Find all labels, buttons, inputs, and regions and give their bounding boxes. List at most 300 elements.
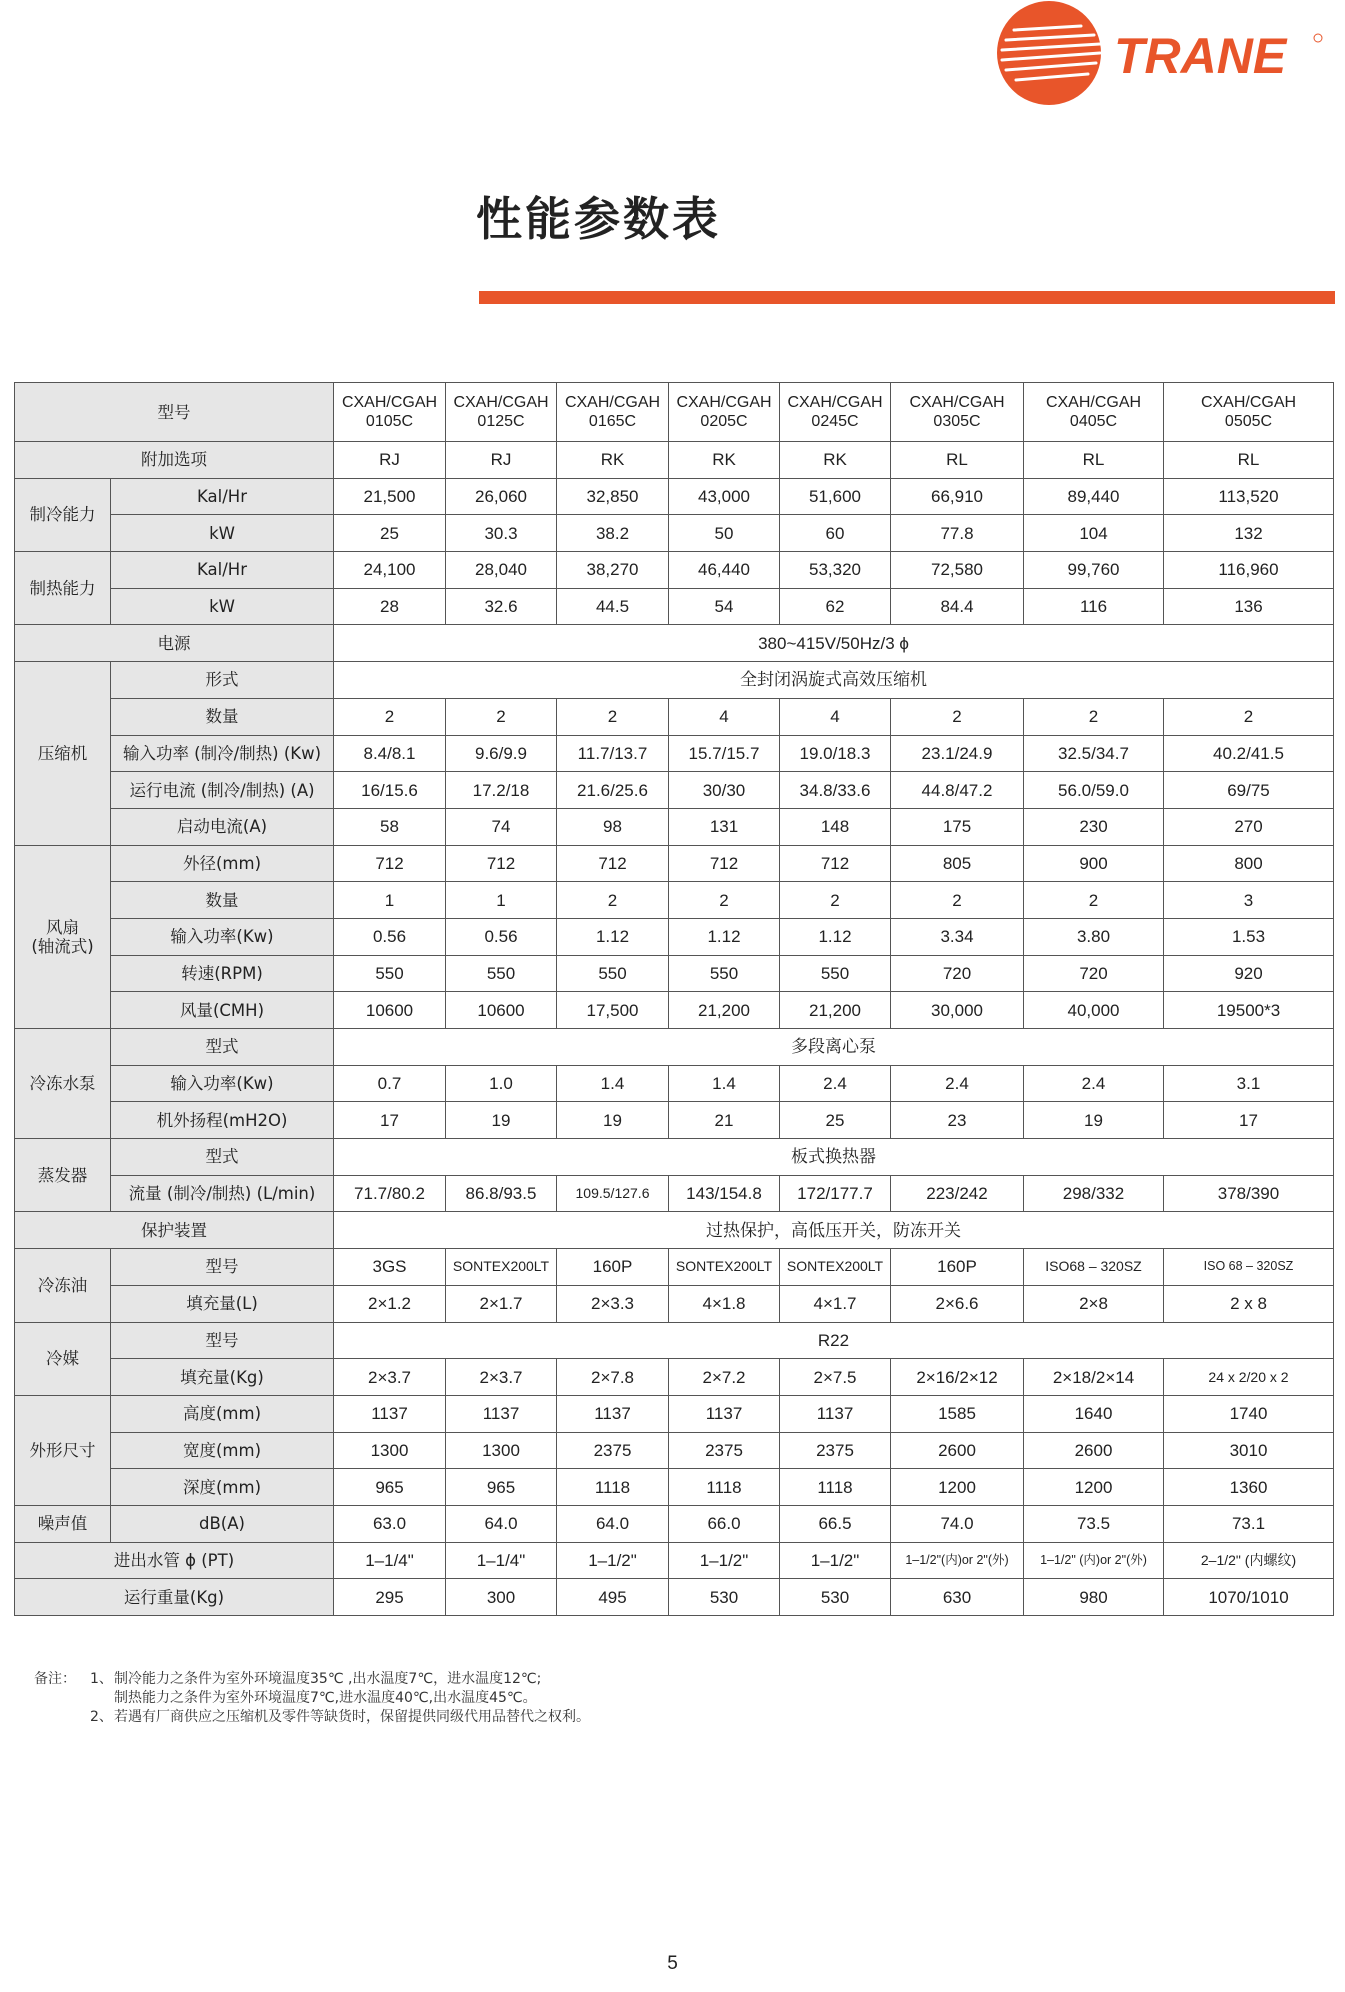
value-cell: 175 — [891, 808, 1024, 845]
value-cell: 712 — [557, 845, 669, 882]
value-cell: 58 — [334, 808, 446, 845]
value-cell: 25 — [780, 1102, 891, 1139]
value-cell: 73.5 — [1024, 1505, 1164, 1542]
value-cell: 1360 — [1164, 1469, 1334, 1506]
trane-wordmark: TRANE — [1114, 28, 1287, 84]
value-cell: 143/154.8 — [669, 1175, 780, 1212]
value-cell: 40.2/41.5 — [1164, 735, 1334, 772]
value-cell: 74.0 — [891, 1505, 1024, 1542]
value-cell: 66.5 — [780, 1505, 891, 1542]
value-cell: 69/75 — [1164, 772, 1334, 809]
table-row — [15, 1212, 1334, 1249]
value-cell: 2×6.6 — [891, 1285, 1024, 1322]
value-cell: 116 — [1024, 588, 1164, 625]
value-cell: 1.12 — [557, 918, 669, 955]
spanning-value: R22 — [334, 1322, 1334, 1359]
value-cell: 1137 — [334, 1395, 446, 1432]
row-label: Kal/Hr — [111, 478, 334, 515]
row-label: 型式 — [111, 1139, 334, 1176]
value-cell: 17.2/18 — [446, 772, 557, 809]
model-code: 0105C — [365, 413, 414, 430]
value-cell: 530 — [669, 1579, 780, 1616]
value-cell: 2×7.8 — [557, 1359, 669, 1396]
value-cell: 1137 — [669, 1395, 780, 1432]
value-cell: 50 — [669, 515, 780, 552]
row-label: 附加选项 — [15, 442, 334, 479]
value-cell: RK — [780, 442, 891, 479]
value-cell: 21,200 — [669, 992, 780, 1029]
value-cell: 2375 — [780, 1432, 891, 1469]
row-label: 流量 (制冷/制热) (L/min) — [111, 1175, 334, 1212]
spanning-value: 板式换热器 — [334, 1139, 1334, 1176]
group-label-text: 风扇 — [46, 917, 79, 937]
table-row — [15, 918, 1334, 955]
value-cell: 1118 — [557, 1469, 669, 1506]
value-cell: 2–1/2" (内螺纹) — [1164, 1542, 1334, 1579]
value-cell: 26,060 — [446, 478, 557, 515]
value-cell: 23 — [891, 1102, 1024, 1139]
value-cell: 99,760 — [1024, 552, 1164, 589]
value-cell: 2375 — [669, 1432, 780, 1469]
table-row — [15, 698, 1334, 735]
value-cell: 2×3.7 — [446, 1359, 557, 1396]
row-label: 填充量(Kg) — [111, 1359, 334, 1396]
table-row — [15, 662, 1334, 699]
value-cell: 77.8 — [891, 515, 1024, 552]
row-label: 进出水管 ϕ (PT) — [15, 1542, 334, 1579]
value-cell: 30/30 — [669, 772, 780, 809]
value-cell: 2 — [557, 698, 669, 735]
value-cell: 2.4 — [780, 1065, 891, 1102]
value-cell: 1200 — [891, 1469, 1024, 1506]
value-cell: 3.80 — [1024, 918, 1164, 955]
value-cell: 2 — [1024, 698, 1164, 735]
value-cell: 32.6 — [446, 588, 557, 625]
value-cell: 24,100 — [334, 552, 446, 589]
value-cell: 28,040 — [446, 552, 557, 589]
value-cell: 550 — [780, 955, 891, 992]
group-label — [15, 662, 111, 845]
spanning-value: 全封闭涡旋式高效压缩机 — [334, 662, 1334, 699]
value-cell: 550 — [334, 955, 446, 992]
value-cell: 3GS — [334, 1249, 446, 1286]
table-row — [15, 845, 1334, 882]
value-cell: 965 — [334, 1469, 446, 1506]
row-label: 运行电流 (制冷/制热) (A) — [111, 772, 334, 809]
title-underline-bar — [479, 291, 1335, 304]
value-cell: 550 — [446, 955, 557, 992]
table-row — [15, 588, 1334, 625]
row-label: 深度(mm) — [111, 1469, 334, 1506]
value-cell: 8.4/8.1 — [334, 735, 446, 772]
value-cell: 720 — [1024, 955, 1164, 992]
row-label: 形式 — [111, 662, 334, 699]
value-cell: 550 — [557, 955, 669, 992]
group-label-text: 蒸发器 — [37, 1165, 88, 1185]
row-label: 风量(CMH) — [111, 992, 334, 1029]
value-cell: 1118 — [669, 1469, 780, 1506]
row-label: 机外扬程(mH2O) — [111, 1102, 334, 1139]
value-cell: SONTEX200LT — [446, 1249, 557, 1286]
group-label-text: 冷媒 — [46, 1349, 79, 1369]
value-cell: 56.0/59.0 — [1024, 772, 1164, 809]
value-cell: 712 — [446, 845, 557, 882]
table-row — [15, 1359, 1334, 1396]
value-cell: 10600 — [446, 992, 557, 1029]
value-cell: 1–1/4" — [334, 1542, 446, 1579]
value-cell: 172/177.7 — [780, 1175, 891, 1212]
value-cell: 300 — [446, 1579, 557, 1616]
value-cell: 38,270 — [557, 552, 669, 589]
group-label — [15, 1395, 111, 1505]
value-cell: 132 — [1164, 515, 1334, 552]
table-row — [15, 1395, 1334, 1432]
value-cell: 1137 — [780, 1395, 891, 1432]
value-cell: 1 — [446, 882, 557, 919]
row-label: 填充量(L) — [111, 1285, 334, 1322]
row-label: 保护装置 — [15, 1212, 334, 1249]
group-label-text: 制冷能力 — [29, 505, 96, 525]
value-cell: 0.56 — [446, 918, 557, 955]
table-row — [15, 515, 1334, 552]
value-cell: ISO68 – 320SZ — [1024, 1249, 1164, 1286]
value-cell: 2 — [780, 882, 891, 919]
value-cell: 25 — [334, 515, 446, 552]
table-row — [15, 1322, 1334, 1359]
group-label-text: 噪声值 — [37, 1514, 88, 1534]
table-row — [15, 1175, 1334, 1212]
value-cell: 800 — [1164, 845, 1334, 882]
group-label-text: 制热能力 — [29, 578, 96, 598]
value-cell: 230 — [1024, 808, 1164, 845]
value-cell: ISO 68 – 320SZ — [1164, 1249, 1334, 1286]
value-cell: 21,200 — [780, 992, 891, 1029]
value-cell: 2×18/2×14 — [1024, 1359, 1164, 1396]
value-cell: 19 — [557, 1102, 669, 1139]
value-cell: 43,000 — [669, 478, 780, 515]
table-row — [15, 383, 1334, 442]
value-cell: 630 — [891, 1579, 1024, 1616]
value-cell: 30,000 — [891, 992, 1024, 1029]
value-cell: 89,440 — [1024, 478, 1164, 515]
model-code: 0245C — [811, 413, 859, 430]
model-header — [669, 383, 780, 442]
value-cell: 38.2 — [557, 515, 669, 552]
value-cell: 2 — [891, 698, 1024, 735]
row-label: 数量 — [111, 882, 334, 919]
table-row — [15, 478, 1334, 515]
note-line: 制冷能力之条件为室外环境温度35℃ ,出水温度7℃，进水温度12℃; — [114, 1671, 542, 1687]
row-label: 电源 — [15, 625, 334, 662]
group-label — [15, 1505, 111, 1542]
model-header — [1024, 383, 1164, 442]
group-label-text: (轴流式) — [31, 936, 94, 956]
value-cell: 4×1.7 — [780, 1285, 891, 1322]
model-series: CXAH/CGAH — [676, 394, 772, 411]
group-label-text: 冷冻油 — [37, 1275, 88, 1295]
row-label: 数量 — [111, 698, 334, 735]
value-cell: 44.5 — [557, 588, 669, 625]
spanning-value: 过热保护，高低压开关，防冻开关 — [334, 1212, 1334, 1249]
page-number: 5 — [667, 1953, 678, 1974]
table-row — [15, 1065, 1334, 1102]
notes — [34, 1670, 590, 1727]
value-cell: 3.34 — [891, 918, 1024, 955]
table-row — [15, 808, 1334, 845]
value-cell: 550 — [669, 955, 780, 992]
value-cell: 1–1/2" — [557, 1542, 669, 1579]
model-header — [891, 383, 1024, 442]
value-cell: 2600 — [891, 1432, 1024, 1469]
value-cell: 920 — [1164, 955, 1334, 992]
value-cell: 2×1.7 — [446, 1285, 557, 1322]
value-cell: 720 — [891, 955, 1024, 992]
value-cell: 805 — [891, 845, 1024, 882]
value-cell: 0.7 — [334, 1065, 446, 1102]
value-cell: 19 — [446, 1102, 557, 1139]
value-cell: RK — [669, 442, 780, 479]
row-label: kW — [111, 515, 334, 552]
value-cell: 84.4 — [891, 588, 1024, 625]
value-cell: 136 — [1164, 588, 1334, 625]
trane-logo — [996, 0, 1326, 110]
note-number: 2、 — [90, 1709, 113, 1725]
table-row — [15, 1469, 1334, 1506]
row-label: dB(A) — [111, 1505, 334, 1542]
value-cell: 900 — [1024, 845, 1164, 882]
value-cell: 1.0 — [446, 1065, 557, 1102]
table-row — [15, 1542, 1334, 1579]
model-header — [557, 383, 669, 442]
row-label: 型式 — [111, 1029, 334, 1066]
value-cell: 73.1 — [1164, 1505, 1334, 1542]
value-cell: 32.5/34.7 — [1024, 735, 1164, 772]
table-row — [15, 552, 1334, 589]
model-header — [780, 383, 891, 442]
value-cell: 1–1/2" (内)or 2"(外) — [1024, 1542, 1164, 1579]
table-row — [15, 1249, 1334, 1286]
row-label: 型号 — [111, 1249, 334, 1286]
model-series: CXAH/CGAH — [909, 394, 1005, 411]
value-cell: 1200 — [1024, 1469, 1164, 1506]
row-label: 高度(mm) — [111, 1395, 334, 1432]
value-cell: 295 — [334, 1579, 446, 1616]
value-cell: 160P — [557, 1249, 669, 1286]
value-cell: 2 — [557, 882, 669, 919]
value-cell: RJ — [334, 442, 446, 479]
value-cell: 51,600 — [780, 478, 891, 515]
value-cell: SONTEX200LT — [780, 1249, 891, 1286]
value-cell: 2600 — [1024, 1432, 1164, 1469]
value-cell: 712 — [334, 845, 446, 882]
value-cell: 2 x 8 — [1164, 1285, 1334, 1322]
value-cell: 60 — [780, 515, 891, 552]
value-cell: 19.0/18.3 — [780, 735, 891, 772]
value-cell: 2.4 — [891, 1065, 1024, 1102]
group-label — [15, 845, 111, 1028]
group-label — [15, 552, 111, 625]
value-cell: 1.12 — [669, 918, 780, 955]
value-cell: 2×7.5 — [780, 1359, 891, 1396]
value-cell: 2 — [1164, 698, 1334, 735]
group-label — [15, 1139, 111, 1212]
row-label: Kal/Hr — [111, 552, 334, 589]
value-cell: 34.8/33.6 — [780, 772, 891, 809]
value-cell: 16/15.6 — [334, 772, 446, 809]
value-cell: 3 — [1164, 882, 1334, 919]
value-cell: 10600 — [334, 992, 446, 1029]
spanning-value: 380~415V/50Hz/3 ϕ — [334, 625, 1334, 662]
value-cell: 2×8 — [1024, 1285, 1164, 1322]
value-cell: 270 — [1164, 808, 1334, 845]
model-code: 0125C — [477, 413, 525, 430]
value-cell: 86.8/93.5 — [446, 1175, 557, 1212]
value-cell: 1.12 — [780, 918, 891, 955]
value-cell: 1–1/2" — [669, 1542, 780, 1579]
model-series: CXAH/CGAH — [453, 394, 549, 411]
value-cell: 2×16/2×12 — [891, 1359, 1024, 1396]
value-cell: 1.4 — [557, 1065, 669, 1102]
value-cell: 2375 — [557, 1432, 669, 1469]
value-cell: 66,910 — [891, 478, 1024, 515]
value-cell: 113,520 — [1164, 478, 1334, 515]
row-label: kW — [111, 588, 334, 625]
value-cell: RL — [891, 442, 1024, 479]
value-cell: 2×3.7 — [334, 1359, 446, 1396]
value-cell: RK — [557, 442, 669, 479]
spanning-value: 多段离心泵 — [334, 1029, 1334, 1066]
value-cell: 23.1/24.9 — [891, 735, 1024, 772]
value-cell: 19500*3 — [1164, 992, 1334, 1029]
page-title: 性能参数表 — [476, 192, 721, 246]
value-cell: 4 — [669, 698, 780, 735]
model-series: CXAH/CGAH — [341, 394, 438, 411]
value-cell: RL — [1024, 442, 1164, 479]
value-cell: 21,500 — [334, 478, 446, 515]
value-cell: 1070/1010 — [1164, 1579, 1334, 1616]
value-cell: 1118 — [780, 1469, 891, 1506]
row-label: 型号 — [15, 383, 334, 442]
value-cell: 1137 — [446, 1395, 557, 1432]
value-cell: 24 x 2/20 x 2 — [1164, 1359, 1334, 1396]
value-cell: 2 — [446, 698, 557, 735]
value-cell: 1740 — [1164, 1395, 1334, 1432]
value-cell: 17 — [334, 1102, 446, 1139]
table-row — [15, 772, 1334, 809]
value-cell: 11.7/13.7 — [557, 735, 669, 772]
note-line: 制热能力之条件为室外环境温度7℃,进水温度40℃,出水温度45℃。 — [114, 1690, 537, 1706]
value-cell: 98 — [557, 808, 669, 845]
group-label — [15, 1322, 111, 1395]
model-series: CXAH/CGAH — [787, 394, 883, 411]
value-cell: 66.0 — [669, 1505, 780, 1542]
row-label: 型号 — [111, 1322, 334, 1359]
value-cell: 104 — [1024, 515, 1164, 552]
value-cell: 2×7.2 — [669, 1359, 780, 1396]
value-cell: 2×3.3 — [557, 1285, 669, 1322]
value-cell: 28 — [334, 588, 446, 625]
note-line: 若遇有厂商供应之压缩机及零件等缺货时，保留提供同级代用品替代之权利。 — [114, 1709, 590, 1725]
table-row — [15, 625, 1334, 662]
value-cell: 116,960 — [1164, 552, 1334, 589]
value-cell: 1640 — [1024, 1395, 1164, 1432]
row-label: 输入功率 (制冷/制热) (Kw) — [111, 735, 334, 772]
row-label: 外径(mm) — [111, 845, 334, 882]
value-cell: 980 — [1024, 1579, 1164, 1616]
value-cell: 2 — [334, 698, 446, 735]
value-cell: 74 — [446, 808, 557, 845]
value-cell: 109.5/127.6 — [557, 1175, 669, 1212]
value-cell: 2 — [891, 882, 1024, 919]
model-header — [1164, 383, 1334, 442]
value-cell: 530 — [780, 1579, 891, 1616]
value-cell: 19 — [1024, 1102, 1164, 1139]
row-label: 输入功率(Kw) — [111, 918, 334, 955]
table-row — [15, 882, 1334, 919]
model-header — [334, 383, 446, 442]
table-row — [15, 992, 1334, 1029]
value-cell: SONTEX200LT — [669, 1249, 780, 1286]
table-row — [15, 955, 1334, 992]
group-label-text: 压缩机 — [37, 743, 88, 763]
model-code: 0165C — [588, 413, 637, 430]
value-cell: 223/242 — [891, 1175, 1024, 1212]
value-cell: 131 — [669, 808, 780, 845]
value-cell: 17,500 — [557, 992, 669, 1029]
value-cell: 54 — [669, 588, 780, 625]
value-cell: 378/390 — [1164, 1175, 1334, 1212]
value-cell: 1.53 — [1164, 918, 1334, 955]
group-label — [15, 478, 111, 551]
model-code: 0505C — [1224, 413, 1273, 430]
value-cell: 965 — [446, 1469, 557, 1506]
value-cell: 30.3 — [446, 515, 557, 552]
value-cell: 72,580 — [891, 552, 1024, 589]
row-label: 运行重量(Kg) — [15, 1579, 334, 1616]
value-cell: 1300 — [446, 1432, 557, 1469]
value-cell: 1–1/4" — [446, 1542, 557, 1579]
model-series: CXAH/CGAH — [564, 394, 661, 411]
table-row — [15, 1029, 1334, 1066]
value-cell: 1.4 — [669, 1065, 780, 1102]
value-cell: 148 — [780, 808, 891, 845]
group-label-text: 冷冻水泵 — [29, 1074, 96, 1094]
group-label — [15, 1249, 111, 1322]
value-cell: 9.6/9.9 — [446, 735, 557, 772]
spec-table — [14, 382, 1334, 1616]
value-cell: 44.8/47.2 — [891, 772, 1024, 809]
value-cell: 63.0 — [334, 1505, 446, 1542]
value-cell: 1137 — [557, 1395, 669, 1432]
table-row — [15, 1505, 1334, 1542]
notes-prefix: 备注： — [34, 1671, 76, 1687]
value-cell: 40,000 — [1024, 992, 1164, 1029]
value-cell: 64.0 — [446, 1505, 557, 1542]
value-cell: 1300 — [334, 1432, 446, 1469]
row-label: 转速(RPM) — [111, 955, 334, 992]
value-cell: 495 — [557, 1579, 669, 1616]
value-cell: 0.56 — [334, 918, 446, 955]
table-row — [15, 442, 1334, 479]
value-cell: 4×1.8 — [669, 1285, 780, 1322]
value-cell: 64.0 — [557, 1505, 669, 1542]
table-row — [15, 735, 1334, 772]
table-row — [15, 1432, 1334, 1469]
value-cell: 53,320 — [780, 552, 891, 589]
table-row — [15, 1579, 1334, 1616]
value-cell: 1–1/2"(内)or 2"(外) — [891, 1542, 1024, 1579]
value-cell: 17 — [1164, 1102, 1334, 1139]
